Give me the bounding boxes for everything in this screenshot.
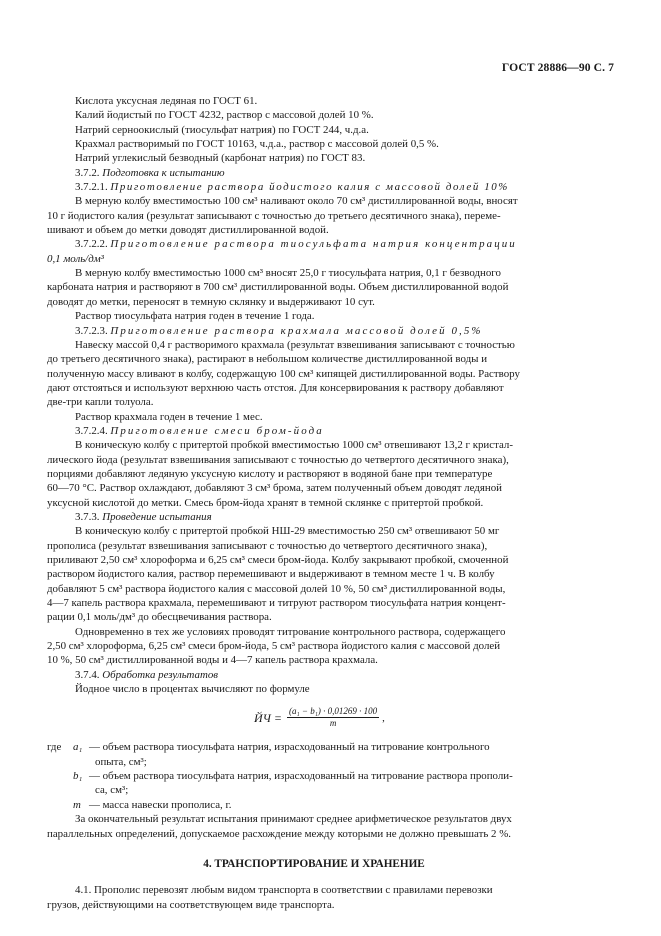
text-line: 4.1. Прополис перевозят любым видом транспорта в соответствии с правилами перевозки: [75, 884, 493, 897]
clause-3-7-2-3-body: [47, 338, 581, 410]
formula-lhs: ЙЧ =: [254, 710, 283, 725]
text-line: 2,50 см³ хлороформа, 6,25 см³ смеси бром-йода, 5 см³ раствора йодистого калия с массовой долей: [47, 640, 501, 653]
section-4-body: [47, 883, 581, 912]
text-line: 4—7 капель раствора крахмала, перемешивают и титруют раствором тиосульфата натрия концент-: [47, 597, 506, 610]
text-line: 10 г йодистого калия (результат записывают с точностью до третьего десятичного знака), переме-: [47, 209, 501, 222]
variable-symbol: a₁: [73, 741, 83, 754]
clause-3-7-2-2-body: [47, 266, 581, 309]
text-line: параллельных определений, допускаемое расхождение между которыми не должно превышать 2 %.: [47, 827, 511, 840]
clause-3-7-3-body: [47, 524, 581, 624]
clause-3-7-2-4-heading: [47, 424, 581, 438]
clause-title: Приготовление смеси бром-йода: [110, 424, 324, 437]
formula-numerator: (a₁ − b₁) · 0,01269 · 100: [289, 706, 378, 717]
text-line: Навеску массой 0,4 г растворимого крахмала (результат взвешивания записывают с точностью: [75, 338, 515, 351]
definition-spacer: [47, 769, 73, 783]
final-result-paragraph: [47, 812, 581, 841]
clause-number: 3.7.2.1.: [75, 181, 108, 194]
text-line: лического йода (результат взвешивания записывают с точностью до четвертого десятичного знака),: [47, 453, 509, 466]
variable-symbol: m: [73, 798, 81, 811]
reagent-line: Натрий углекислый безводный (карбонат натрия) по ГОСТ 83.: [75, 152, 366, 165]
text-line: добавляют 5 см³ раствора йодистого калия с массовой долей 10 %, 50 см³ дистиллированной воды,: [47, 582, 506, 595]
clause-title: Проведение испытания: [102, 510, 212, 523]
definition-m: [47, 798, 581, 812]
reagent-line: Крахмал растворимый по ГОСТ 10163, ч.д.а., раствор с массовой долей 0,5 %.: [75, 138, 439, 151]
text-line: прополиса (результат взвешивания записывают с точностью до четвертого десятичного знака),: [47, 539, 488, 552]
definition-b1: [47, 769, 581, 783]
clause-number: 3.7.2.3.: [75, 324, 108, 337]
clause-3-7-3-heading: [47, 510, 581, 524]
clause-number: 3.7.3.: [75, 510, 100, 523]
text-line: В мерную колбу вместимостью 100 см³ наливают около 70 см³ дистиллированной воды, вносят: [75, 195, 518, 208]
text-line: грузов, действующими на соответствующем виде транспорта.: [47, 898, 335, 911]
formula-fraction: [287, 706, 379, 729]
clause-title: Подготовка к испытанию: [102, 166, 225, 179]
clause-3-7-4-heading: [47, 668, 581, 682]
formula-denominator: m: [329, 718, 337, 729]
variable-symbol: b₁: [73, 770, 83, 783]
iodine-number-formula: [47, 706, 581, 732]
clause-number: 3.7.4.: [75, 668, 100, 681]
text-line: раствором йодистого калия, раствор перемешивают и выдерживают в темном месте 1 ч. В колбу: [47, 568, 495, 581]
reagent-line: Калий йодистый по ГОСТ 4232, раствор с массовой долей 10 %.: [75, 109, 374, 122]
clause-number: 3.7.2.4.: [75, 424, 108, 437]
shelf-life-note: Раствор тиосульфата натрия годен в течение 1 года.: [75, 310, 315, 323]
text-line: доводят до метки, переносят в темную склянку и выдерживают 10 сут.: [47, 295, 375, 308]
definition-text: — масса навески прополиса, г.: [89, 798, 232, 811]
reagent-list: [47, 94, 581, 166]
document-body: [47, 94, 581, 912]
text-line: уксусной кислотой до метки. Смесь бром-йода хранят в темной склянке с притертой пробкой.: [47, 496, 484, 509]
clause-title-continuation: [47, 252, 581, 266]
clause-number: 3.7.2.: [75, 166, 100, 179]
text-line: приливают 2,50 см³ хлороформа и 6,25 см³ смеси бром-йода. Колбу закрывают пробкой, смоченной: [47, 554, 509, 566]
clause-title: Приготовление раствора тиосульфата натрия концентрации: [110, 238, 517, 251]
clause-title-part: 0,1 моль/дм³: [47, 252, 104, 265]
clause-title: Приготовление раствора йодистого калия с массовой долей 10%: [110, 181, 509, 194]
clause-3-7-2-4-body: [47, 438, 581, 510]
formula-comma: ,: [382, 711, 385, 724]
text-line: до третьего десятичного знака), растирают в небольшом количестве дистиллированной воды и: [47, 353, 488, 366]
clause-3-7-2-1-heading: [47, 180, 581, 194]
text-line: полученную массу вливают в колбу, содержащую 100 см³ кипящей дистиллированной воды. Раствору: [47, 367, 520, 380]
text-line: дают отстояться и используют верхнюю часть отстоя. Для консервирования к раствору добавляют: [47, 381, 504, 394]
clause-number: 3.7.2.2.: [75, 238, 108, 251]
reagent-line: Кислота уксусная ледяная по ГОСТ 61.: [75, 95, 258, 107]
text-line: В мерную колбу вместимостью 1000 см³ вносят 25,0 г тиосульфата натрия, 0,1 г безводного: [75, 267, 501, 280]
formula-expression: [254, 706, 385, 729]
definition-text: — объем раствора тиосульфата натрия, израсходованный на титрование раствора прополи-: [89, 770, 513, 783]
text-line: За окончательный результат испытания принимают среднее арифметическое результатов двух: [75, 813, 512, 826]
text-line: шивают и объем до метки доводят дистиллированной водой.: [47, 224, 329, 237]
text-line: две-три капли толуола.: [47, 396, 154, 409]
definition-a1: [47, 740, 581, 754]
clause-title: Приготовление раствора крахмала массовой долей 0,5%: [110, 324, 483, 337]
definition-text: — объем раствора тиосульфата натрия, израсходованный на титрование контрольного: [89, 741, 490, 754]
clause-3-7-2-1-body: [47, 194, 581, 237]
text-line: В коническую колбу с притертой пробкой вместимостью 1000 см³ отвешивают 13,2 г кристал-: [75, 439, 513, 452]
variable-definitions: [47, 740, 581, 812]
text-line: рации 0,1 моль/дм³ до обесцвечивания раствора.: [47, 611, 272, 624]
clause-3-7-2-heading: [47, 166, 581, 180]
text-line: В коническую колбу с притертой пробкой НШ-29 вместимостью 250 см³ отвешивают 50 мг: [75, 525, 500, 538]
definition-continuation: са, см³;: [95, 784, 129, 797]
definition-lead: где: [47, 741, 62, 754]
text-line: 60—70 °С. Раствор охлаждают, добавляют 3 см³ брома, затем полученный объем доводят ледяной: [47, 482, 502, 495]
clause-title: Обработка результатов: [102, 668, 219, 681]
clause-3-7-2-2-heading: [47, 237, 581, 251]
text-line: Одновременно в тех же условиях проводят титрование контрольного раствора, содержащего: [75, 625, 506, 638]
definition-spacer: [47, 798, 73, 812]
text-line: 10 %, 50 см³ дистиллированной воды и 4—7 капель раствора крахмала.: [47, 654, 378, 667]
control-test-paragraph: [47, 625, 581, 668]
section-4-title: 4. ТРАНСПОРТИРОВАНИЕ И ХРАНЕНИЕ: [203, 857, 425, 870]
clause-3-7-2-3-heading: [47, 324, 581, 338]
formula-intro: Йодное число в процентах вычисляют по формуле: [75, 683, 310, 696]
shelf-life-note: Раствор крахмала годен в течение 1 мес.: [75, 410, 263, 423]
definition-continuation: опыта, см³;: [95, 755, 147, 768]
reagent-line: Натрий серноокислый (тиосульфат натрия) по ГОСТ 244, ч.д.а.: [75, 123, 369, 136]
page-header: ГОСТ 28886—90 С. 7: [501, 61, 614, 74]
text-line: порциями добавляют ледяную уксусную кислоту и растворяют в водяной бане при температуре: [47, 467, 493, 480]
text-line: карбоната натрия и растворяют в 700 см³ дистиллированной воды. Объем дистиллированной водой: [47, 281, 509, 294]
